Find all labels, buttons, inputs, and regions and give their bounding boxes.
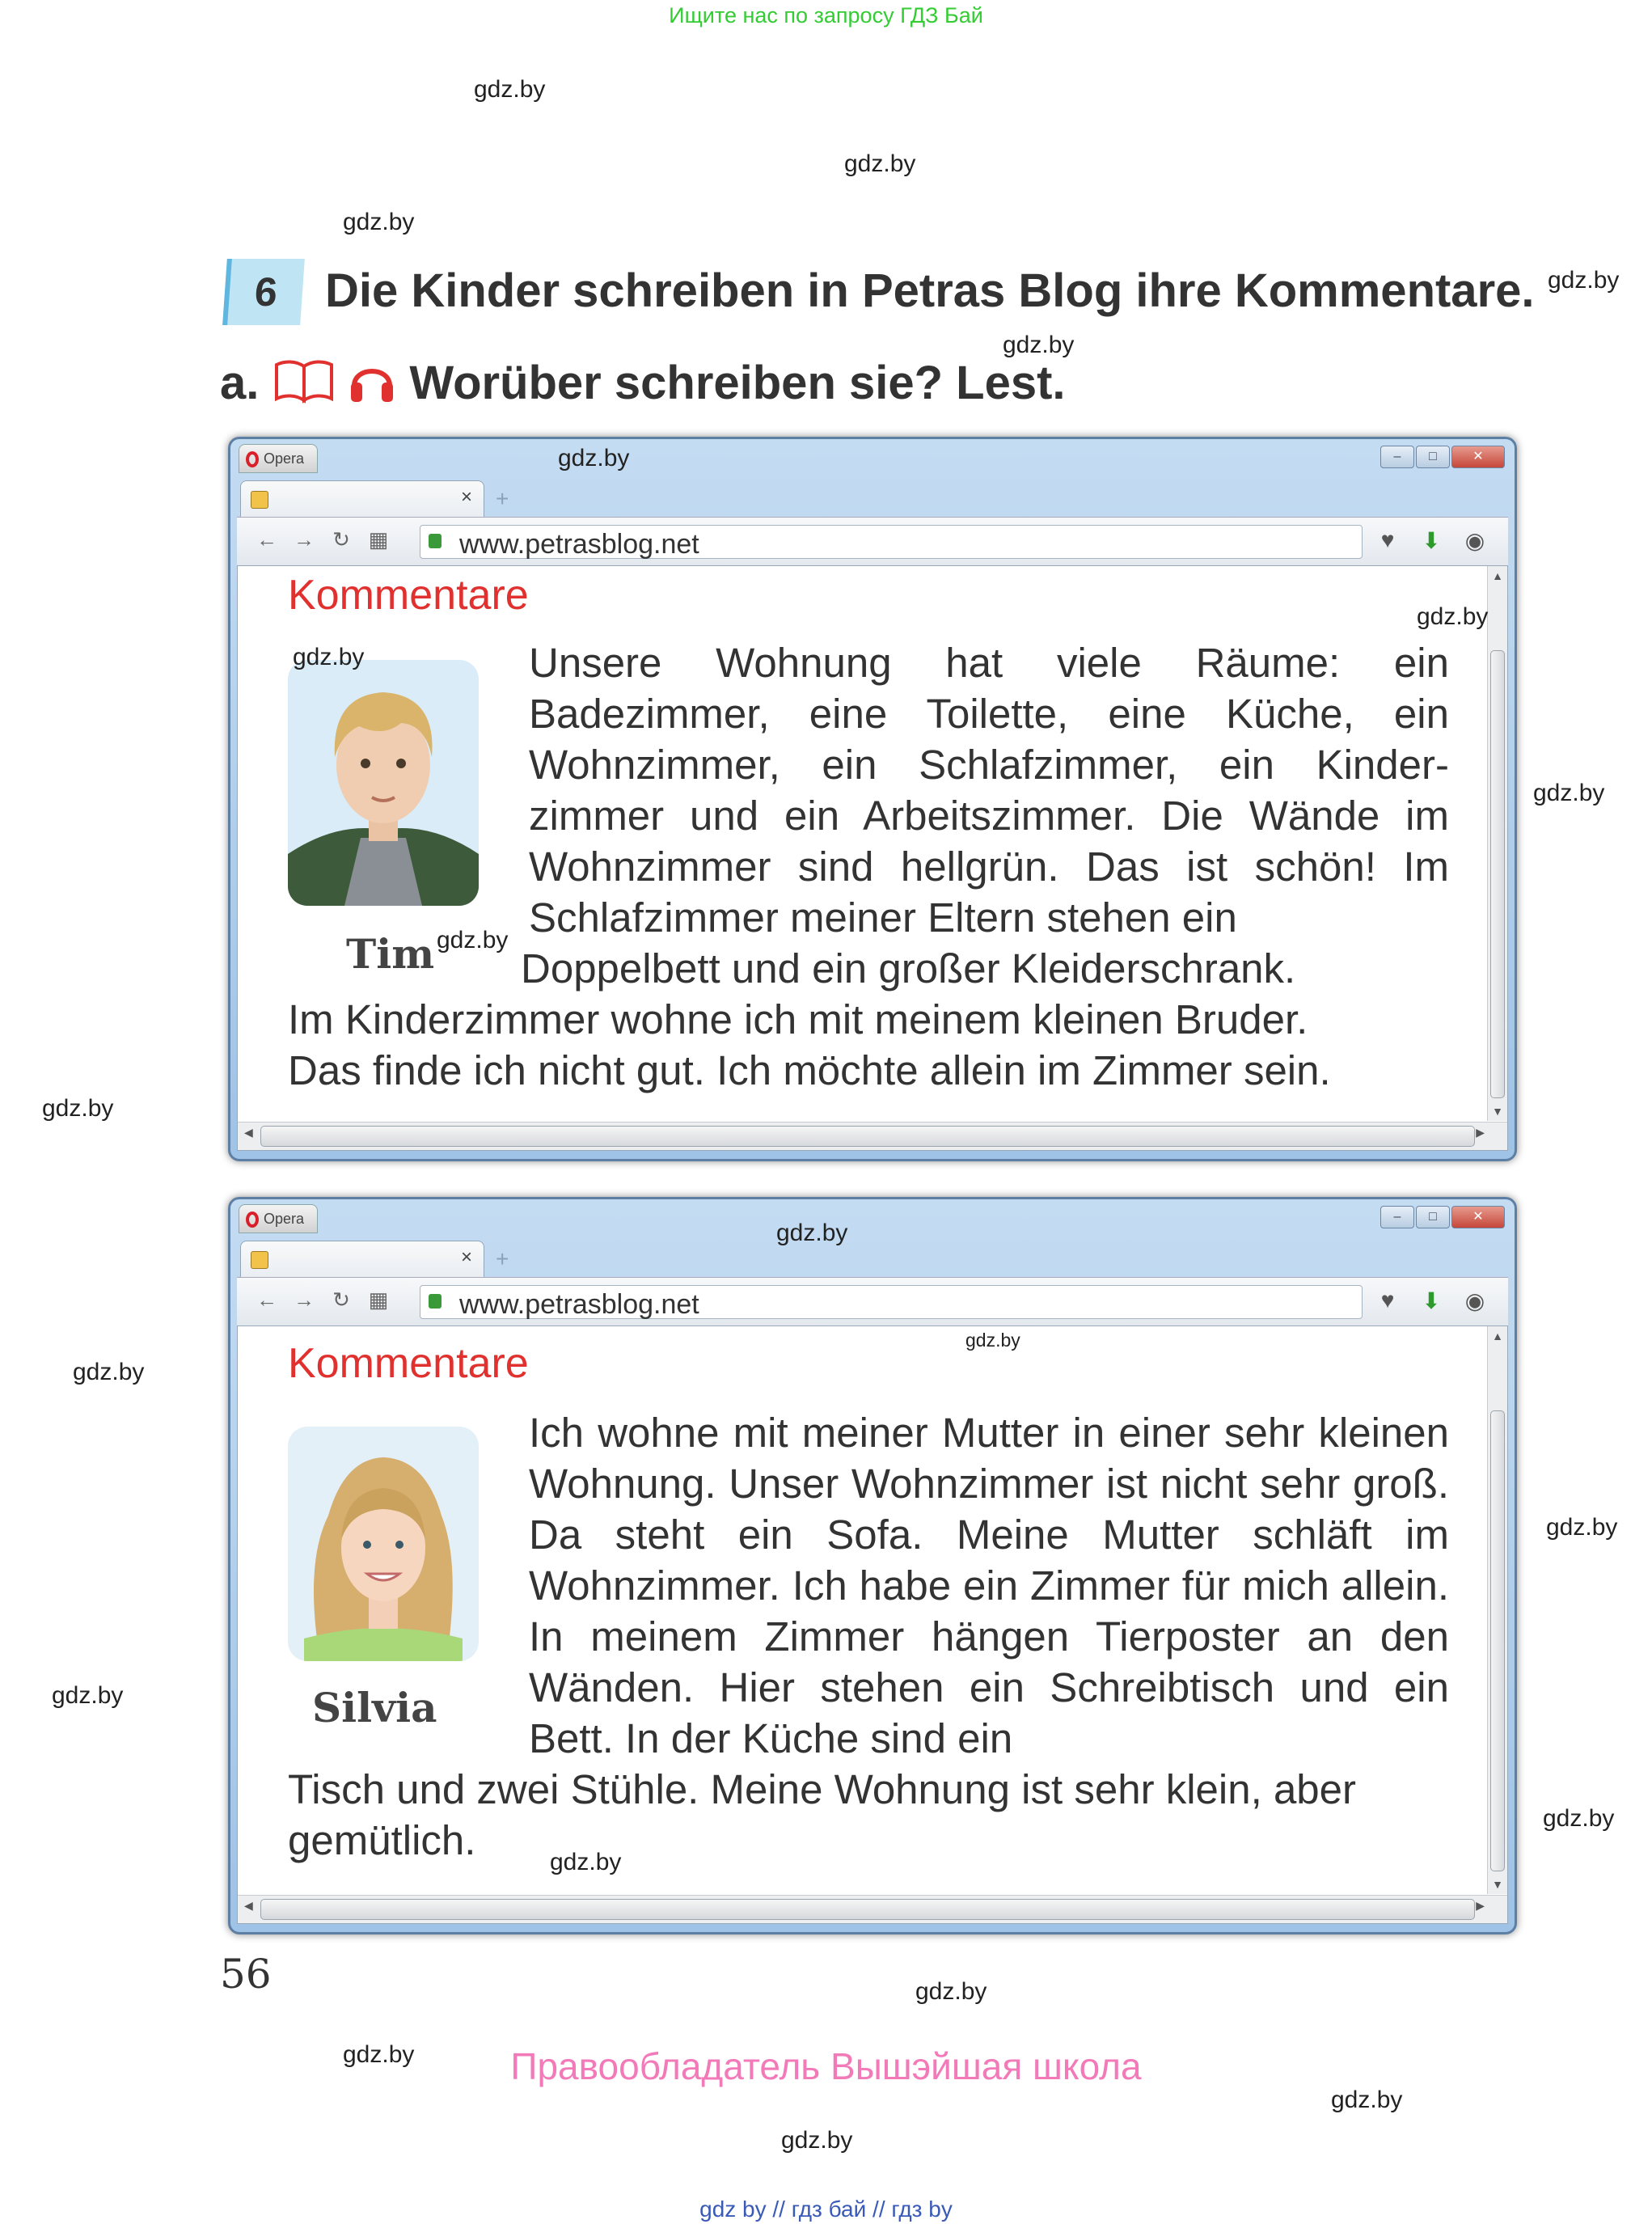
watermark: gdz.by <box>1546 1514 1618 1541</box>
opera-logo-icon <box>246 1211 259 1228</box>
turbo-icon[interactable]: ◉ <box>1464 528 1485 553</box>
top-banner: Ищите нас по запросу ГДЗ Бай <box>669 3 983 27</box>
tab-bar <box>240 480 509 517</box>
tim-comment-text: Unsere Wohnung hat viele Räume: ein Badezimmer, eine Toilette, eine Küche, ein Wohnzimmer, ein Schlafzimmer, ein Kinderzimmer und ein Arbeitszimmer. Die Wände im Wohnzimmer sind hellgrün. Das ist schön! Im Schlafzimmer meiner Eltern stehen ein <box>529 640 1449 941</box>
scroll-left-icon[interactable]: ◀ <box>244 1899 253 1912</box>
tab-close-button[interactable]: × <box>460 486 472 508</box>
download-icon[interactable]: ⬇ <box>1422 1288 1441 1313</box>
task-line <box>220 356 1066 410</box>
scroll-up-icon[interactable]: ▲ <box>1492 1330 1503 1342</box>
page-content <box>237 565 1508 1151</box>
new-tab-button[interactable]: + <box>496 1246 509 1271</box>
page-content <box>237 1326 1508 1924</box>
address-bar[interactable] <box>420 525 1363 559</box>
tim-comment-line: Doppelbett und ein großer Kleiderschrank. <box>521 945 1296 991</box>
browser-window-silvia <box>228 1197 1517 1934</box>
page-number: 56 <box>220 1951 272 1998</box>
opera-menu-button[interactable]: Opera <box>239 444 318 473</box>
scroll-up-icon[interactable]: ▲ <box>1492 569 1503 582</box>
watermark: gdz.by <box>474 76 546 103</box>
speed-dial-icon[interactable]: ▦ <box>368 527 389 552</box>
tim-name: Tim <box>346 930 435 978</box>
watermark: gdz.by <box>343 209 415 235</box>
copyright-notice: Правообладатель Вышэйшая школа <box>510 2045 1142 2087</box>
favicon-icon <box>251 1251 268 1269</box>
watermark: gdz.by <box>42 1095 114 1122</box>
watermark: gdz.by <box>965 1330 1020 1351</box>
scroll-thumb[interactable] <box>1490 650 1505 1098</box>
task-text: Worüber schreiben sie? Lest. <box>409 357 1066 409</box>
back-icon[interactable]: ← <box>256 527 277 552</box>
comments-heading: Kommentare <box>288 1340 529 1387</box>
turbo-icon[interactable]: ◉ <box>1464 1288 1485 1313</box>
browser-tab[interactable] <box>240 480 484 517</box>
scroll-down-icon[interactable]: ▼ <box>1492 1878 1503 1891</box>
exercise-title: Die Kinder schreiben in Petras Blog ihre Kommentare. <box>325 264 1535 317</box>
url-text: www.petrasblog.net <box>459 529 699 560</box>
maximize-button[interactable]: □ <box>1416 1206 1450 1228</box>
scroll-thumb[interactable] <box>260 1126 1475 1147</box>
tim-comment-line: Das finde ich nicht gut. Ich möchte allein im Zimmer sein. <box>288 1047 1331 1093</box>
toolbar <box>237 1277 1508 1326</box>
watermark: gdz.by <box>293 644 365 670</box>
download-icon[interactable]: ⬇ <box>1422 528 1441 553</box>
maximize-button[interactable]: □ <box>1416 446 1450 468</box>
scroll-right-icon[interactable]: ▶ <box>1476 1899 1485 1912</box>
minimize-button[interactable]: – <box>1380 1206 1414 1228</box>
opera-menu-button[interactable]: Opera <box>239 1204 318 1233</box>
back-icon[interactable]: ← <box>256 1287 277 1312</box>
silvia-comment-line: gemütlich. <box>288 1817 476 1863</box>
scroll-left-icon[interactable]: ◀ <box>244 1126 253 1139</box>
book-icon <box>273 358 335 408</box>
tim-photo <box>288 660 479 906</box>
silvia-comment-text: Ich wohne mit meiner Mutter in einer sehr kleinen Wohnung. Unser Wohnzimmer ist nicht sehr groß. Da steht ein Sofa. Meine Mutter schläft im Wohnzimmer. Ich habe ein Zimmer für mich allein. In meinem Zimmer hängen Tierposter an den Wänden. Hier stehen ein Schreibtisch und ein Bett. In der Küche sind ein <box>529 1410 1449 1761</box>
reload-icon[interactable]: ↻ <box>332 527 350 552</box>
watermark: gdz.by <box>558 445 630 471</box>
scroll-right-icon[interactable]: ▶ <box>1476 1126 1485 1139</box>
watermark: gdz.by <box>1543 1805 1615 1832</box>
exercise-number: 6 <box>222 259 305 325</box>
minimize-button[interactable]: – <box>1380 446 1414 468</box>
silvia-comment-line: Tisch und zwei Stühle. Meine Wohnung ist sehr klein, aber <box>288 1766 1357 1812</box>
task-letter: a. <box>220 357 260 409</box>
horizontal-scrollbar[interactable] <box>238 1895 1507 1923</box>
silvia-name: Silvia <box>312 1684 437 1731</box>
browser-window-tim <box>228 437 1517 1161</box>
watermark: gdz.by <box>776 1220 848 1246</box>
footer-links[interactable]: gdz by // гдз бай // гдз by <box>699 2197 953 2222</box>
watermark: gdz.by <box>844 150 916 177</box>
watermark: gdz.by <box>550 1849 622 1875</box>
speed-dial-icon[interactable]: ▦ <box>368 1287 389 1312</box>
watermark: gdz.by <box>437 927 509 953</box>
heart-icon[interactable]: ♥ <box>1380 527 1395 552</box>
title-bar <box>230 439 1515 476</box>
reload-icon[interactable]: ↻ <box>332 1287 350 1312</box>
watermark: gdz.by <box>1548 267 1620 294</box>
silvia-photo <box>288 1427 479 1661</box>
scroll-thumb[interactable] <box>1490 1410 1505 1871</box>
title-bar <box>230 1199 1515 1237</box>
forward-icon[interactable]: → <box>294 527 315 552</box>
horizontal-scrollbar[interactable] <box>238 1122 1507 1150</box>
watermark: gdz.by <box>1331 2087 1403 2113</box>
url-text: www.petrasblog.net <box>459 1289 699 1320</box>
vertical-scrollbar[interactable] <box>1487 566 1507 1121</box>
address-bar[interactable] <box>420 1285 1363 1319</box>
opera-logo-icon <box>246 451 259 467</box>
heart-icon[interactable]: ♥ <box>1380 1287 1395 1313</box>
close-button[interactable]: ✕ <box>1451 1206 1505 1228</box>
tim-comment-line: Im Kinderzimmer wohne ich mit meinem kleinen Bruder. <box>288 996 1308 1042</box>
lock-icon <box>429 1294 442 1309</box>
watermark: gdz.by <box>1533 780 1605 806</box>
watermark: gdz.by <box>1003 332 1075 358</box>
tab-bar <box>240 1240 509 1277</box>
watermark: gdz.by <box>1417 603 1489 630</box>
watermark: gdz.by <box>343 2041 415 2068</box>
favicon-icon <box>251 491 268 509</box>
watermark: gdz.by <box>52 1682 124 1709</box>
toolbar <box>237 517 1508 566</box>
watermark: gdz.by <box>73 1359 145 1385</box>
browser-tab[interactable] <box>240 1241 484 1277</box>
headphones-icon <box>348 357 396 409</box>
vertical-scrollbar[interactable] <box>1487 1326 1507 1894</box>
close-button[interactable]: ✕ <box>1451 446 1505 468</box>
tab-close-button[interactable]: × <box>460 1246 472 1268</box>
lock-icon <box>429 534 442 548</box>
scroll-thumb[interactable] <box>260 1899 1475 1920</box>
comments-heading: Kommentare <box>288 572 529 619</box>
watermark: gdz.by <box>781 2127 853 2154</box>
forward-icon[interactable]: → <box>294 1287 315 1312</box>
scroll-down-icon[interactable]: ▼ <box>1492 1105 1503 1118</box>
new-tab-button[interactable]: + <box>496 486 509 511</box>
watermark: gdz.by <box>915 1978 987 2005</box>
